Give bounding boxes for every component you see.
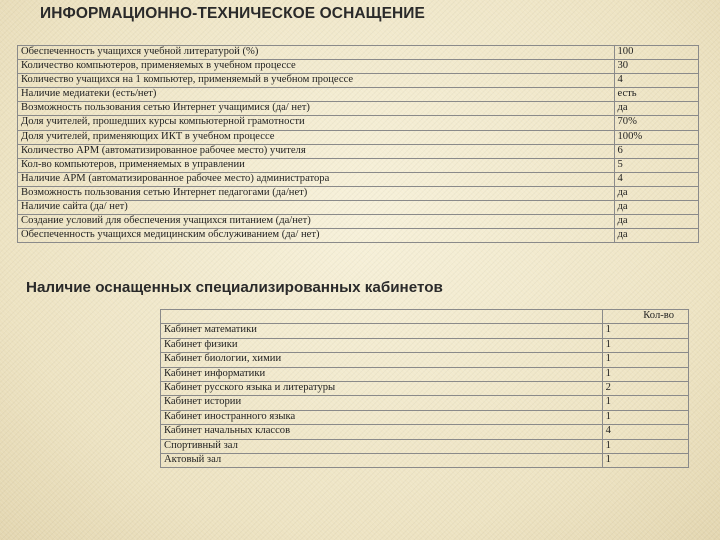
equipment-row-label: Возможность пользования сетью Интернет педагогами (да/нет) [18,186,615,200]
equipment-row [18,88,699,102]
equipment-row-label: Возможность пользования сетью Интернет учащимися (да/ нет) [18,102,615,116]
equipment-row [18,172,699,186]
cabinet-row [161,396,689,410]
cabinet-row [161,338,689,352]
equipment-row-label: Наличие АРМ (автоматизированное рабочее место) администратора [18,172,615,186]
equipment-row-value: 6 [614,144,699,158]
equipment-row-value: да [614,229,699,243]
cabinet-row [161,439,689,453]
equipment-row-value: 4 [614,172,699,186]
section-subtitle: Наличие оснащенных специализированных кабинетов [26,279,443,296]
equipment-row [18,102,699,116]
equipment-table [17,45,699,243]
equipment-row-value: 5 [614,158,699,172]
equipment-row-label: Создание условий для обеспечения учащихся питанием (да/нет) [18,215,615,229]
equipment-row [18,144,699,158]
cabinet-row-label: Кабинет русского языка и литературы [161,381,603,395]
cabinet-row-label: Актовый зал [161,453,603,467]
equipment-row-value: да [614,201,699,215]
equipment-row-value: да [614,215,699,229]
cabinet-row-value: 1 [602,439,688,453]
cabinet-row [161,367,689,381]
equipment-row [18,60,699,74]
cabinet-row [161,453,689,467]
equipment-row-label: Количество компьютеров, применяемых в учебном процессе [18,60,615,74]
cabinet-row [161,353,689,367]
cabinets-table [160,309,689,468]
equipment-row-label: Доля учителей, прошедших курсы компьютерной грамотности [18,116,615,130]
equipment-row-value: есть [614,88,699,102]
cabinet-row-label: Кабинет физики [161,338,603,352]
equipment-row [18,201,699,215]
equipment-row [18,116,699,130]
page-title: ИНФОРМАЦИОННО-ТЕХНИЧЕСКОЕ ОСНАЩЕНИЕ [40,5,425,22]
equipment-row-value: 70% [614,116,699,130]
cabinet-row-value: 1 [602,324,688,338]
cabinets-table-body [161,310,689,468]
cabinet-row-value: 1 [602,410,688,424]
cabinet-row-label: Кабинет информатики [161,367,603,381]
cabinet-row-label: Кабинет начальных классов [161,425,603,439]
cabinets-header-label [161,310,603,324]
cabinet-row-value: 1 [602,396,688,410]
equipment-row [18,215,699,229]
equipment-table-body [18,46,699,243]
cabinet-row-value: 1 [602,453,688,467]
cabinet-row-value: 1 [602,338,688,352]
equipment-row-label: Обеспеченность учащихся учебной литературой (%) [18,46,615,60]
cabinet-row [161,381,689,395]
cabinet-row [161,425,689,439]
equipment-row [18,74,699,88]
cabinet-row-label: Кабинет иностранного языка [161,410,603,424]
equipment-row-label: Наличие медиатеки (есть/нет) [18,88,615,102]
cabinet-row-label: Кабинет истории [161,396,603,410]
equipment-row-label: Количество АРМ (автоматизированное рабочее место) учителя [18,144,615,158]
equipment-row [18,46,699,60]
cabinets-header-count: Кол-во [602,310,688,324]
equipment-row [18,229,699,243]
equipment-row-label: Наличие сайта (да/ нет) [18,201,615,215]
cabinet-row-value: 4 [602,425,688,439]
cabinet-row [161,410,689,424]
equipment-row [18,186,699,200]
equipment-row-value: да [614,186,699,200]
cabinet-row-label: Кабинет математики [161,324,603,338]
equipment-row-label: Доля учителей, применяющих ИКТ в учебном процессе [18,130,615,144]
equipment-row-value: 100 [614,46,699,60]
equipment-row-value: да [614,102,699,116]
cabinets-table-header-row [161,310,689,324]
cabinet-row-value: 2 [602,381,688,395]
equipment-row-label: Количество учащихся на 1 компьютер, применяемый в учебном процессе [18,74,615,88]
cabinet-row-label: Спортивный зал [161,439,603,453]
equipment-row-value: 100% [614,130,699,144]
equipment-row [18,158,699,172]
equipment-row-label: Кол-во компьютеров, применяемых в управлении [18,158,615,172]
equipment-row-value: 4 [614,74,699,88]
cabinet-row-value: 1 [602,367,688,381]
cabinet-row-value: 1 [602,353,688,367]
equipment-row-label: Обеспеченность учащихся медицинским обслуживанием (да/ нет) [18,229,615,243]
cabinet-row [161,324,689,338]
equipment-row-value: 30 [614,60,699,74]
cabinet-row-label: Кабинет биологии, химии [161,353,603,367]
equipment-row [18,130,699,144]
